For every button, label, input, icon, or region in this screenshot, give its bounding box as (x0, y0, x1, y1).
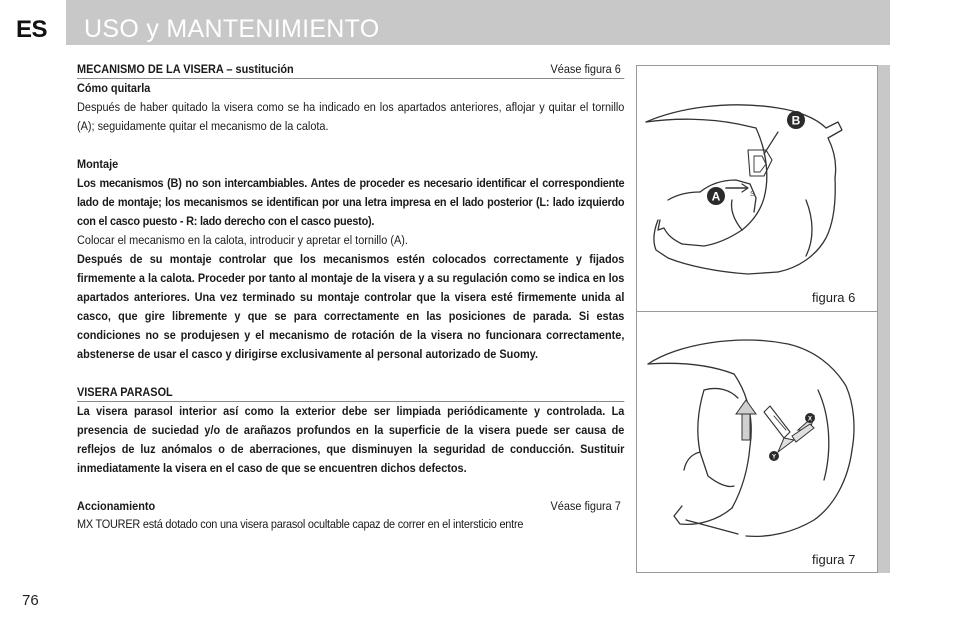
operation-paragraph: MX TOURER está dotado con una visera parasol ocultable capaz de correr en el intersticio entre (77, 517, 524, 531)
figure-6-reference: Véase figura 6 (550, 62, 621, 76)
callout-b-label: B (791, 113, 801, 128)
mount-paragraph: Colocar el mecanismo en la calota, introducir y apretar el tornillo (A). (77, 233, 408, 247)
sunvisor-arrow-up-head (736, 400, 756, 414)
figure-divider (636, 311, 878, 312)
sunvisor-section-heading: VISERA PARASOL (77, 383, 624, 402)
side-strip (878, 65, 890, 573)
slider-arrow-down (778, 438, 794, 452)
figure-6-caption: figura 6 (812, 290, 856, 305)
mount-warning-2: Después de su montaje controlar que los mecanismos estén colocados correctamente y fijados firmemente a la calota. Proceder por tanto al montaje de la visera y a su regulación como se indica en los apartados anteriores. Una vez terminado su montaje controlar que la visera esté firmemente unida al casco, que gire libremente y que se para correctamente en las posiciones de parada. Si estas condiciones no se produjesen y el mecanismo de rotación de la visera no funcionara correctamente, abstenerse de usar el casco y dirigirse exclusivamente al personal autorizado de Suomy. (77, 252, 625, 361)
page-title: USO y MANTENIMIENTO (84, 15, 380, 43)
page-number: 76 (22, 592, 39, 609)
visor-section-heading (77, 60, 624, 79)
text-column (77, 60, 624, 534)
mount-warning-1: Los mecanismos (B) no son intercambiables. Antes de proceder es necesario identificar el correspondiente lado de montaje; los mecanismos se identifican por una letra impresa en el lado posterior (L: lado izquierdo con el casco puesto - R: lado derecho con el casco puesto). (77, 176, 625, 228)
removal-paragraph: Después de haber quitado la visera como se ha indicado en los apartados anteriores, aflojar y quitar el tornillo (A); seguidamente quitar el mecanismo de la calota. (77, 100, 625, 133)
figure-7-helmet-illustration (638, 320, 874, 550)
header-bar (66, 0, 890, 45)
removal-heading: Cómo quitarla (77, 81, 151, 95)
figure-7-reference: Véase figura 7 (550, 499, 621, 513)
operation-heading: Accionamiento (77, 499, 156, 513)
figure-6-helmet-illustration (638, 80, 874, 290)
figure-7-caption: figura 7 (812, 552, 856, 567)
mount-heading: Montaje (77, 157, 119, 171)
visor-heading-text: MECANISMO DE LA VISERA – sustitución (77, 62, 294, 76)
callout-a-label: A (711, 189, 721, 204)
language-code: ES (16, 16, 48, 43)
sunvisor-warning: La visera parasol interior así como la exterior debe ser limpiada periódicamente y controlada. La presencia de suciedad y/o de arañazos profundos en la superficie de la visera puede ser causa de reflejos de luz anómalos o de aberraciones, que disminuyen la seguridad de conducción. Sustituir inmediatamente la visera en el caso de que se encuentren dichos defectos. (77, 404, 625, 475)
operation-heading-row (77, 497, 624, 515)
callout-x-label: X (807, 416, 813, 423)
screw-s-label: S (750, 191, 755, 198)
callout-y-label: Y (771, 454, 777, 461)
